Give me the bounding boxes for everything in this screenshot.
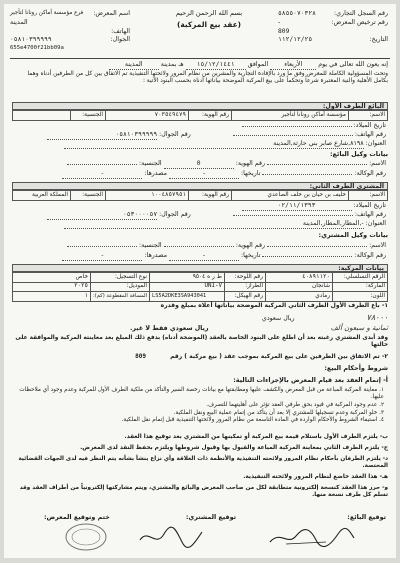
agent1-row2: رقم الوكالة: تاريخها: - مصدرها: - xyxy=(14,170,386,179)
vehicle-row-2: الماركة: شانجان الطراز: UNI-V الموديل: ٢٠٢٥ xyxy=(13,282,388,292)
vehicle-row-1: الرقم التسلسلي: ٤٠٨٩١١٢٠ رقم اللوحة: ط ر ه ٩٥٠٤ نوع التسجيل: خاص xyxy=(13,273,388,283)
buyer-signature xyxy=(136,524,206,550)
exhibitor-row: اسم المعرض: فرع مؤسسة أماكن رونانا لتأجير xyxy=(10,10,130,17)
intro-line: إنه يعون الله تعالى في يوم الأربعاء الموافق ١٥/١٢/١٤٤١ هـ بمدينة المدينة xyxy=(12,61,388,70)
agent1-row1: الاسم: رقم الهوية: 0 الجنسية: xyxy=(14,160,386,169)
header-right xyxy=(278,10,388,45)
tax-row: 655e4700f21bb09a xyxy=(10,45,64,52)
seller-signature xyxy=(266,524,356,550)
agent2-title: بيانات وكيل المشتري: xyxy=(318,231,388,239)
contract-page xyxy=(4,4,396,558)
party2-band: المشتري الطرف الثاني: xyxy=(12,182,388,190)
price-words-row: ثمانية و سبعون ألف ريال سعودي فقط لا غير. xyxy=(129,324,388,332)
header-left xyxy=(10,10,130,54)
party2-birth-row: تاريخ الميلاد: ٠٢/١١/١٣٩٣ xyxy=(14,202,386,211)
party1-phone-row: رقم الهاتف: رقم الجوال: ٠٥٨١٠٣٩٩٩٩٩ xyxy=(14,131,386,140)
clause-d: د- يلتزم الطرفان بأحكام نظام المرور ولائحته التنفيذية والأنظمة ذات العلاقة وأي نزاع ينشأ بشأنه يتم النظر فيه لدى الجهات القضائية المختصة. xyxy=(18,456,388,469)
vehicle-table xyxy=(12,272,388,302)
clause-a-item: ٣. خلو المركبة وعدم تسجيلها للمشتري إلا بعد أن يتأكد من إتمام عملية البيع ونقل الملكية. xyxy=(173,409,384,416)
exhibitor-stamp-label: ختم وتوقيع المعرض: xyxy=(44,513,110,521)
mobile-row: الجوال: ٠٥٨١٠٣٩٩٩٩٩ xyxy=(10,36,130,44)
header-divider xyxy=(10,58,390,59)
party2-address-row: العنوان: -,المطار,المطار,المدينة xyxy=(14,220,386,229)
buyer-signature-label: توقيع المشتري: xyxy=(185,513,236,521)
party1-band: البائع الطرف الأول: xyxy=(12,102,388,110)
party1-birth-row: تاريخ الميلاد: xyxy=(14,122,386,130)
city-row: المدينة xyxy=(10,18,28,26)
clause-e: هـ- هذا العقد خاضع لنظام المرور ولائحته التنفيذية. xyxy=(243,474,388,480)
agent1-title: بيانات وكيل البائع: xyxy=(330,150,388,158)
price-line-1: ١- باع الطرف الأول الطرف الثاني المركبة الموضحة بياناتها أعلاه بمبلغ وقدره xyxy=(160,302,388,309)
agent2-row1: الاسم: رقم الهوية: الجنسية: xyxy=(14,242,386,250)
vehicle-row-3: اللون: رمادي رقم الهيكل: LS5A2DKE3SA943041 المسافة المقطوعة (كم): ١ xyxy=(13,292,388,302)
date-row: التاريخ: ١١٢/١٢/٢٥ xyxy=(278,36,388,44)
intro-paragraph: وتحت المسؤولية الكاملة للمعرض وفق ما ورد بالإفادة التجارية والمشرين من نظام المرور ولائحتها التنفيذية تم الاتفاق بين كل من الطرفين أدناه وهما بكامل الأهلية والنية المعتبرة شرعاً وتحكماً على بيع المركبة الموضحة بياناتها أدناه بحسب البنود الآتية : xyxy=(27,71,388,85)
party1-address-row: العنوان: ٨١٩٨,شارع صابر بني حارثة,المدينة xyxy=(14,140,386,149)
contract-no-row: 809 xyxy=(278,27,290,35)
clause-b: ب- يلتزم الطرف الأول باستلام قيمة بيع المركبة أو تمكينها من المشتري بعد توقيع هذا العقد. xyxy=(124,434,388,440)
clause-a: أ- إتمام العقد بعد قيام المعرض بالإجراءات التالية: xyxy=(233,376,388,384)
seller-signature-label: توقيع البائع: xyxy=(347,513,386,521)
header-center xyxy=(134,10,284,30)
price-line-2: وقد أبدى المشتري رغبته بعد أن اطلع على البنود الخاصة بالعقد (الموضحة أدناه) بدفع ذلك المبلغ بعد معاينته المركبة والموافقة على حالتها xyxy=(15,335,388,348)
price-line-3: ٢- تم الاتفاق بين الطرفين على بيع المركبة بموجب عقد ( بيع مركبة ) رقم 809 xyxy=(135,353,388,360)
agent2-row2: رقم الوكالة: تاريخها: - مصدرها: - xyxy=(14,252,386,261)
office-license-row: رقم ترخيص المعرض: - xyxy=(278,18,388,26)
vehicle-band: بيانات المركبة: xyxy=(12,264,388,272)
phone-row: الهاتف: xyxy=(111,27,130,35)
party1-table: الاسم: مؤسسة أماكن رونانا لتأجير رقم الهوية: ٧٠٣٥٤٩٤٧٩ الجنسية: xyxy=(12,110,388,121)
commercial-reg-row: رقم السجل التجاري: ٥٨٥٥٠٧٠٣٢٨ xyxy=(278,10,388,17)
clause-a-item: ١. معاينة المركبة المباعة من قبل المعرض والكشف عليها ومطابقتها مع بيانات رخصة السير والتأكد من ملكية الطرف الأول للمركبة وعدم وجود أي ملاحظات عليها. xyxy=(19,387,384,400)
party2-phone-row: رقم الهاتف: رقم الجوال: ٠٥٣٠٠٠٠٥٧ xyxy=(14,211,386,220)
terms-title: شروط وأحكام البيع: xyxy=(324,364,388,372)
party2-table: الاسم: خليف بن حيان بن خلف الصاعدي رقم الهوية: ١٠٠٤٨٥٧٩٥١ الجنسية: المملكة العربية xyxy=(12,190,388,201)
basmala: بسم الله الرحمن الرحيم xyxy=(175,9,243,17)
clause-c: ج- يلتزم الطرف الثاني بمعاينة المركبة المباعة والقبول بها وقبول شروطها ويلتزم بحفظ النقد لدى المعرض. xyxy=(80,445,388,451)
exhibitor-stamp-icon xyxy=(64,522,108,552)
clause-a-items xyxy=(12,387,384,424)
clause-a-item: ٤. استيفاء الشروط والأحكام الواردة في المادة التاسعة من نظام المرور ولائحتها التنفيذية قبل إتمام نقل الملكية. xyxy=(121,417,384,424)
document-title: (عقد بيع المركبة) xyxy=(176,19,242,29)
price-amount-row: ٧٨٠٠٠ ريال سعودي xyxy=(261,313,388,322)
clause-f: و- حرر هذا العقد كنسخة إلكترونية متطابقة لكل من صاحب المعرض والبائع والمشتري، ويتم مشاركتها إلكترونياً من أطراف العقد وقد تسلم كل طرف نسخة منها. xyxy=(19,485,388,498)
clause-a-item: ٢. عدم وجود المركبة في قيود بحق طرفي العقد تؤثر على أهليتهما للتصرف. xyxy=(206,401,384,408)
